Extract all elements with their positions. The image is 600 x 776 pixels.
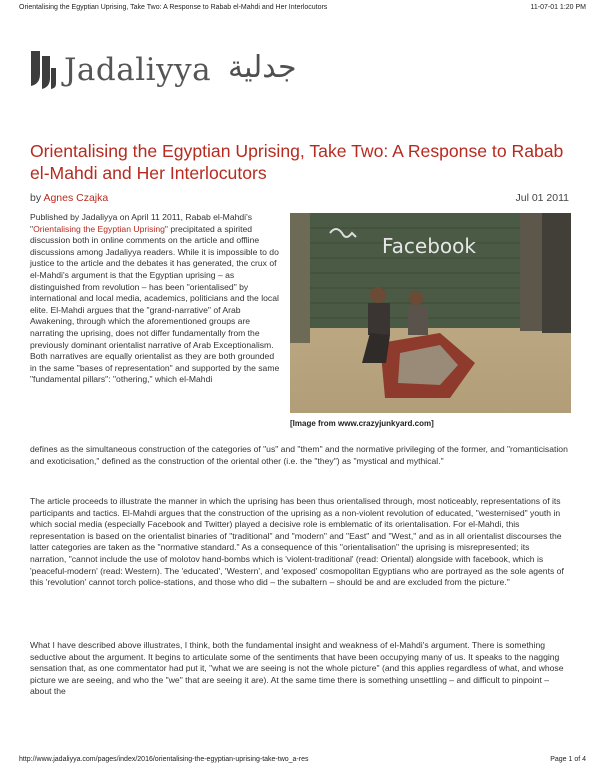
author-link[interactable]: Agnes Czajka [43,192,109,204]
print-header-title: Orientalising the Egyptian Uprising, Take Two: A Response to Rabab el-Mahdi and Her Interlocutors [19,4,328,11]
paragraph-1-continued: defines as the simultaneous construction of the categories of "us" and "them" and the normative privileging of the former, and "romanticisation and exoticisation," defined as the construction of the oriental other (i.e. the "they") as "mystical and mythical." [30,444,568,466]
site-name-arabic: جدلية [228,50,297,85]
article-date: Jul 01 2011 [515,192,569,204]
photo-wall-graffiti: Facebook [382,234,476,258]
print-footer-url[interactable]: http://www.jadaliyya.com/pages/index/2016/orientalising-the-egyptian-uprising-take-two_a-res [19,756,309,763]
print-footer-page: Page 1 of 4 [550,756,586,763]
article-photo [290,213,571,413]
paragraph-2: The article proceeds to illustrate the manner in which the uprising has been thus orientalised through, most noticeably, representations of its participants and tactics. El-Mahdi argues that the construction of the uprising as a non-violent revolution of educated, "westernised" youth in which social media (especially Facebook and Twitter) played a decisive role is emblematic of its orientalisation. For el-Mahdi, this representation is based on the orientalist binaries of "traditional" and "modern" and "East" and "West," and as in all orientalist discourses the latter categories are taken as the "normative standard." As a consequence of this "orientalisation" the uprising is misrepresented; its narration, "cannot include the use of molotov hand-bombs which is 'violent-traditional' (read: Oriental) alongside with facebook, which is 'peaceful-modern' (read: Western). The 'educated', 'Western', and 'exposed' cosmopolitan Egyptians who are portrayed as the sole agents of this 'revolution' cannot torch police-stations, and those who did – the subaltern – should be and are excluded from the picture." [30,496,564,588]
paragraph-1 [30,212,280,386]
paragraph-1-text-rest: " precipitated a spirited discussion both in online comments on the article and offline discussions among Jadaliyya readers. While it is impossible to do justice to the article and the debates it has generated, the crux of el-Mahdi's argument is that the Egyptian uprising – as distinguished from revolution – has been "orientalised" by international and local media, academics, politicians and the local elite. El-Mahdi argues that the "grand-narrative" of Arab Awakening, through which the aforementioned groups are narrating the uprising, does not differ fundamentally from the previously dominant orientalist narrative of Arab Exceptionalism. Both narratives are equally orientalist as they are both grounded in the same "bases of representation" and supported by the same "fundamental pillars": "othering," which el-Mahdi [30,223,280,385]
paragraph-3: What I have described above illustrates, I think, both the fundamental insight and weakness of el-Mahdi's argument. There is something seductive about the argument. It begins to articulate some of the sentiments that have been occupying many of us. It speaks to the nagging sensation that, as one commentator had put it, "what we are seeing is not the whole picture" (and this applies regardless of what, and whose picture we are seeing, and who the "we" that are seeing it are). At the same time there is something unsettling – and difficult to pinpoint – about the [30,640,564,697]
article-title: Orientalising the Egyptian Uprising, Take Two: A Response to Rabab el-Mahdi and Her Interlocutors [30,141,564,183]
photo-scene [290,213,571,413]
paragraph-1-text-start: Published by Jadaliyya on April 11 2011, Rabab el-Mahdi's " [30,212,253,234]
print-header-timestamp: 11-07-01 1:20 PM [530,4,586,11]
site-name-latin: Jadaliyya [64,52,212,88]
inline-article-link[interactable]: Orientalising the Egyptian Uprising [33,223,165,234]
site-logo[interactable] [28,48,548,96]
photo-caption: [Image from www.crazyjunkyard.com] [290,419,434,428]
jadaliyya-logo-mark-icon [28,48,58,90]
byline [30,192,108,204]
byline-label: by [30,192,42,204]
